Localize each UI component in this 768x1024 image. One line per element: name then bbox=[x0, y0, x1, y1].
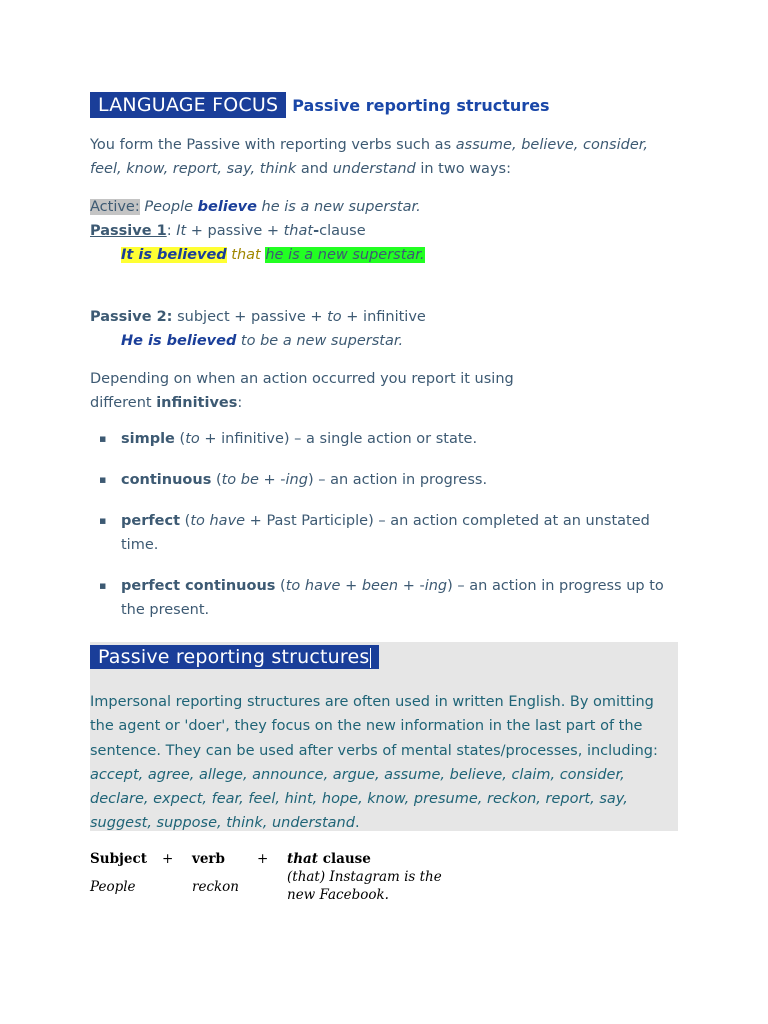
header-subject: Subject bbox=[90, 851, 147, 867]
passive2-example-rest: to be a new superstar. bbox=[236, 333, 404, 349]
depending-paragraph bbox=[90, 367, 550, 415]
form-text: + - bbox=[398, 578, 425, 594]
intro-text: You form the Passive with reporting verbs such as bbox=[90, 137, 456, 153]
depending-infinitives: infinitives bbox=[156, 395, 238, 411]
passive1-clause: clause bbox=[319, 223, 366, 239]
panel-heading-text: Passive reporting structures bbox=[98, 646, 370, 668]
form-name: perfect bbox=[121, 513, 181, 529]
section-subtitle: Passive reporting structures bbox=[292, 96, 550, 115]
intro-paragraph bbox=[90, 133, 680, 181]
passive1-example bbox=[90, 243, 680, 267]
passive1-example-that: that bbox=[226, 247, 266, 263]
form-text: ( bbox=[275, 578, 286, 594]
form-italic: been bbox=[361, 578, 399, 594]
form-text: ( bbox=[174, 431, 186, 447]
intro-and: and bbox=[296, 161, 333, 177]
row-subject: People bbox=[90, 879, 136, 895]
passive-reporting-panel bbox=[90, 642, 678, 831]
active-rest: he is a new superstar. bbox=[256, 199, 421, 215]
active-example bbox=[90, 195, 680, 219]
form-italic: to be bbox=[221, 472, 259, 488]
active-label: Active: bbox=[90, 199, 140, 215]
intro-end: in two ways: bbox=[415, 161, 511, 177]
panel-verbs: accept, agree, allege, announce, argue, assume, believe, claim, consider, declare, expect, fear, feel, hint, hope, know, presume, reckon, report, say, suggest, suppose, think, understand bbox=[90, 766, 628, 832]
form-name: perfect continuous bbox=[121, 578, 276, 594]
panel-end: . bbox=[354, 815, 360, 832]
title-row bbox=[90, 92, 680, 120]
passive1-rule bbox=[90, 219, 680, 243]
passive2-label: Passive 2: bbox=[90, 309, 173, 325]
header-plus-2: + bbox=[257, 851, 269, 867]
form-text: ( bbox=[211, 472, 222, 488]
passive1-colon: : bbox=[166, 223, 177, 239]
list-item bbox=[90, 468, 680, 492]
form-text: ) – an action in progress. bbox=[307, 472, 488, 488]
list-item bbox=[90, 427, 680, 451]
panel-body-text: Impersonal reporting structures are often used in written English. By omitting the agent or 'doer', they focus on the new information in the last part of the sentence. They can be used after verbs of mental states/processes, including: bbox=[90, 694, 658, 759]
passive1-example-it: It is believed bbox=[121, 247, 227, 263]
form-text: ( bbox=[180, 513, 191, 529]
header-plus-1: + bbox=[162, 851, 174, 867]
passive2-text1: subject + passive + bbox=[172, 309, 328, 325]
passive1-it: It bbox=[176, 223, 187, 239]
passive1-example-rest: he is a new superstar. bbox=[265, 247, 425, 263]
bullet-icon: ▪ bbox=[99, 579, 107, 592]
intro-understand: understand bbox=[332, 161, 416, 177]
language-focus-badge: LANGUAGE FOCUS bbox=[90, 92, 286, 118]
passive2-to: to bbox=[327, 309, 342, 325]
header-verb: verb bbox=[192, 851, 225, 867]
form-italic: to have bbox=[190, 513, 246, 529]
form-text: + infinitive) – a single action or state. bbox=[199, 431, 478, 447]
form-text: + Past Participle) – an action completed at an unstated time. bbox=[121, 513, 650, 553]
row-clause: (that) Instagram is the new Facebook. bbox=[287, 869, 442, 903]
form-italic: to bbox=[185, 431, 200, 447]
form-text: + bbox=[340, 578, 362, 594]
form-italic: ing bbox=[424, 578, 448, 594]
form-italic: ing bbox=[285, 472, 308, 488]
passive1-label: Passive 1 bbox=[90, 223, 167, 239]
header-that-clause bbox=[287, 850, 371, 868]
panel-heading bbox=[90, 645, 379, 669]
bullet-icon: ▪ bbox=[99, 432, 107, 445]
depending-text: Depending on when an action occurred you report it using different bbox=[90, 371, 514, 411]
language-focus-section bbox=[90, 92, 680, 639]
row-verb: reckon bbox=[192, 879, 240, 895]
list-item bbox=[90, 574, 680, 622]
passive2-rule bbox=[90, 305, 680, 329]
form-name: simple bbox=[121, 431, 175, 447]
header-clause: clause bbox=[318, 851, 371, 867]
infinitive-forms-list bbox=[90, 427, 680, 622]
text-cursor bbox=[370, 648, 371, 668]
form-text: ) – an action in progress up to the present. bbox=[121, 578, 664, 618]
passive1-that: that bbox=[283, 223, 314, 239]
header-that: that bbox=[287, 851, 319, 867]
bullet-icon: ▪ bbox=[99, 473, 107, 486]
form-text: + - bbox=[258, 472, 286, 488]
passive1-dash: - bbox=[313, 223, 320, 239]
passive2-example bbox=[90, 329, 680, 353]
panel-body bbox=[90, 690, 678, 836]
list-item bbox=[90, 509, 680, 557]
form-italic: to have bbox=[285, 578, 341, 594]
active-believe: believe bbox=[197, 199, 257, 215]
passive1-plus: + passive + bbox=[186, 223, 284, 239]
form-name: continuous bbox=[121, 472, 212, 488]
passive2-example-he: He is believed bbox=[121, 333, 237, 349]
depending-colon: : bbox=[237, 395, 243, 411]
passive2-text2: + infinitive bbox=[341, 309, 426, 325]
intro-verbs: assume, believe, consider, feel, know, report, say, think bbox=[90, 137, 649, 177]
active-people: People bbox=[139, 199, 198, 215]
bullet-icon: ▪ bbox=[99, 514, 107, 527]
